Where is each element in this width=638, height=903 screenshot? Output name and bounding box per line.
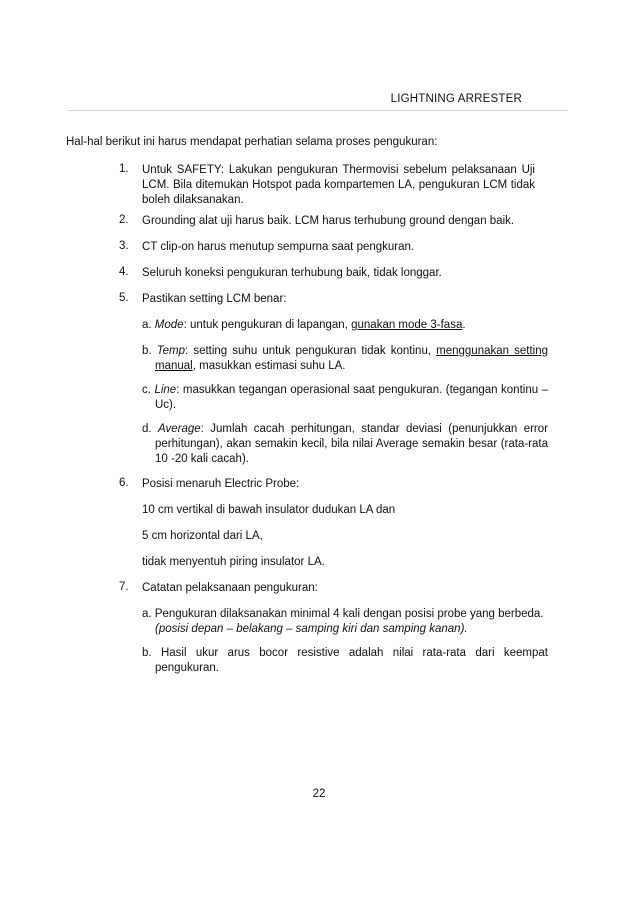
sub-item — [142, 344, 548, 374]
sub-item-letter: d. — [142, 423, 152, 435]
item-text: Seluruh koneksi pengukuran terhubung baik, tidak longgar. — [142, 267, 442, 279]
sub-item-text: : Jumlah cacah perhitungan, standar deviasi (penunjukkan error perhitungan), akan semakin kecil, bila nilai Average semakin besar (rata-rata 10 -20 kali cacah). — [155, 423, 548, 465]
item-number: 1. — [119, 163, 129, 175]
setting-term: Temp — [156, 345, 186, 357]
page-number: 22 — [312, 788, 326, 800]
setting-term: Mode — [154, 319, 184, 331]
item-text: Grounding alat uji harus baik. LCM harus terhubung ground dengan baik. — [142, 215, 515, 227]
sub-item-end: . — [462, 319, 466, 331]
item-text: Untuk SAFETY: Lakukan pengukuran Thermovisi sebelum pelaksanaan Uji LCM. Bila ditemukan Hotspot pada kompartemen LA, pengukuran LCM tidak boleh dilaksanakan. — [142, 164, 535, 206]
sub-item-letter: b. — [142, 647, 152, 659]
sub-item-text: Hasil ukur arus bocor resistive adalah nilai rata-rata dari keempat pengukuran. — [155, 647, 548, 674]
setting-term: Line — [154, 384, 177, 396]
sub-item — [142, 318, 548, 333]
item-number: 4. — [119, 266, 129, 278]
underlined-instruction: menggunakan setting manual — [155, 345, 549, 372]
sub-item-text: : masukkan tegangan operasional saat pengukuran. (tegangan kontinu – Uc). — [155, 384, 548, 411]
setting-term: Average — [158, 423, 201, 435]
item-text: Catatan pelaksanaan pengukuran: — [142, 582, 318, 594]
sub-item-text: : untuk pengukuran di lapangan, — [183, 319, 352, 331]
item-text: Pastikan setting LCM benar: — [142, 293, 287, 305]
probe-position-line: 5 cm horizontal dari LA, — [142, 530, 263, 542]
sub-item-letter: a. — [142, 319, 152, 331]
item-number: 3. — [119, 240, 129, 252]
item-text: Posisi menaruh Electric Probe: — [142, 478, 300, 490]
item-text: CT clip-on harus menutup sempurna saat pengkuran. — [142, 241, 415, 253]
sub-item-text: Pengukuran dilaksanakan minimal 4 kali dengan posisi probe yang berbeda. — [154, 608, 544, 620]
header-divider — [68, 110, 568, 111]
sub-item-letter: b. — [142, 345, 152, 357]
sub-item-note: (posisi depan – belakang – samping kiri dan samping kanan). — [155, 623, 468, 635]
item-number: 7. — [119, 581, 129, 593]
sub-item — [142, 646, 548, 676]
item-number: 2. — [119, 214, 129, 226]
sub-item — [142, 422, 548, 467]
sub-item-letter: c. — [142, 384, 151, 396]
sub-item — [142, 607, 548, 637]
sub-item-letter: a. — [142, 608, 152, 620]
sub-item — [142, 383, 548, 413]
probe-position-line: 10 cm vertikal di bawah insulator dudukan LA dan — [142, 504, 396, 516]
item-number: 6. — [119, 477, 129, 489]
probe-position-line: tidak menyentuh piring insulator LA. — [142, 556, 325, 568]
running-header: LIGHTNING ARRESTER — [390, 93, 522, 105]
underlined-instruction: gunakan mode 3-fasa — [351, 319, 463, 331]
item-number: 5. — [119, 292, 129, 304]
intro-paragraph: Hal-hal berikut ini harus mendapat perhatian selama proses pengukuran: — [66, 136, 438, 148]
sub-item-end: , masukkan estimasi suhu LA. — [192, 360, 346, 372]
sub-item-text: : setting suhu untuk pengukuran tidak kontinu, — [185, 345, 437, 357]
